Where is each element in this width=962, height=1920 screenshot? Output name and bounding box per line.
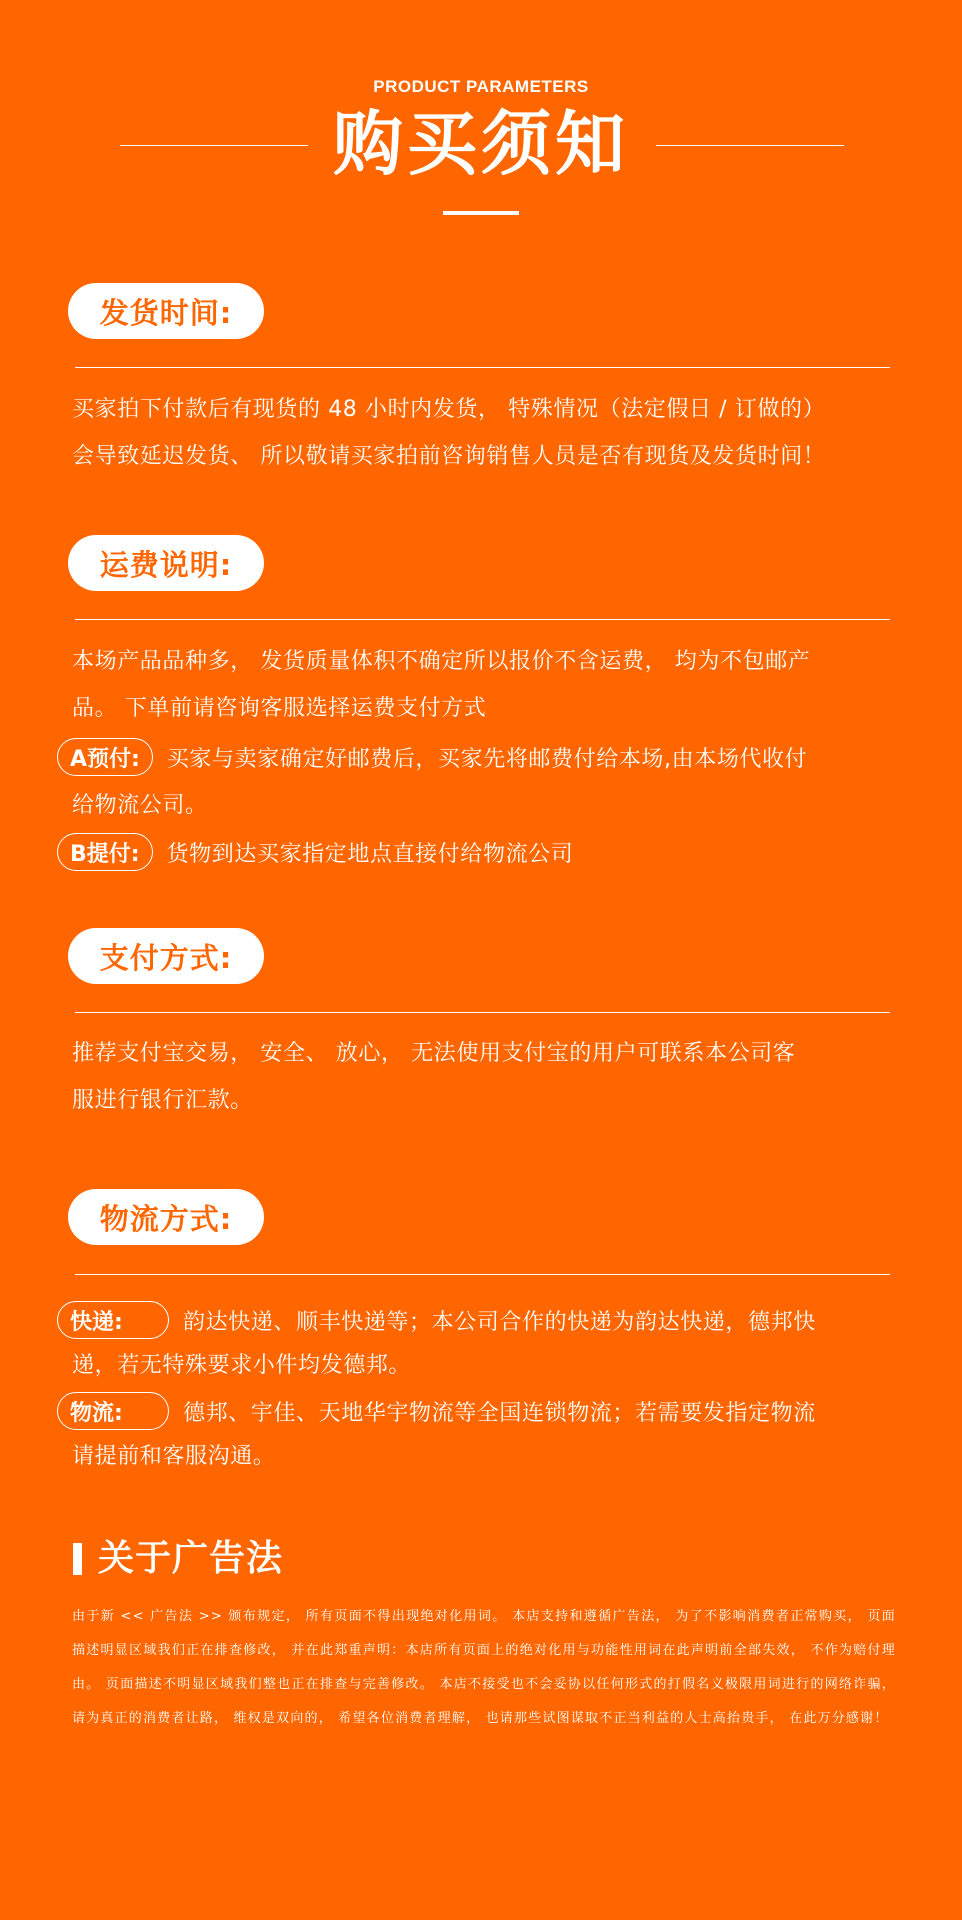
- payment-text: [72, 1030, 902, 1124]
- section-divider: [75, 1274, 890, 1275]
- text-line: 本场产品品种多， 发货质量体积不确定所以报价不含运费， 均为不包邮产: [72, 649, 811, 674]
- option-row-prepay: [57, 735, 807, 779]
- text-line: 服进行银行汇款。: [72, 1088, 253, 1113]
- text-line: 买家拍下付款后有现货的 48 小时内发货， 特殊情况（法定假日 / 订做的）: [72, 397, 826, 422]
- option-tag: A预付:: [57, 738, 153, 776]
- option-continuation: [72, 782, 902, 829]
- section-divider: [75, 619, 890, 620]
- text-line: 会导致延迟发货、 所以敬请买家拍前咨询销售人员是否有现货及发货时间！: [72, 444, 826, 469]
- law-title: 关于广告法: [98, 1538, 284, 1579]
- text-line: 推荐支付宝交易， 安全、 放心， 无法使用支付宝的用户可联系本公司客: [72, 1041, 796, 1066]
- option-tag: 快递:: [57, 1301, 169, 1339]
- text-line: 请提前和客服沟通。: [72, 1444, 276, 1469]
- option-row-freight: [57, 1389, 816, 1433]
- law-title-bar: [73, 1543, 82, 1575]
- option-text: 德邦、宇佳、天地华宇物流等全国连锁物流；若需要发指定物流: [183, 1400, 816, 1426]
- option-text: 货物到达买家指定地点直接付给物流公司: [166, 841, 574, 867]
- text-line: 递，若无特殊要求小件均发德邦。: [72, 1353, 412, 1378]
- section-divider: [75, 367, 890, 368]
- shipping-time-text: [72, 386, 902, 480]
- shipping-fee-text: [72, 638, 902, 732]
- option-text: 买家与卖家确定好邮费后，买家先将邮费付给本场,由本场代收付: [166, 746, 808, 772]
- header-subtitle: PRODUCT PARAMETERS: [373, 77, 589, 96]
- option-continuation: [72, 1342, 902, 1389]
- option-tag: 物流:: [57, 1392, 169, 1430]
- section-divider: [75, 1012, 890, 1013]
- section-label-shipping-fee: 运费说明:: [68, 535, 264, 591]
- law-text: 由于新 << 广告法 >> 颁布规定， 所有页面不得出现绝对化用词。 本店支持和遵循广告法， 为了不影响消费者正常购买， 页面描述明显区域我们正在排查修改， 并在此郑重声明：本店所有页面上的绝对化用与功能性用词在此声明前全部失效， 不作为赔付理由。 页面描述不明显区域我们整也正在排查与完善修改。 本店不接受也不会妥协以任何形式的打假名义极限用词进行的网络诈骗， 请为真正的消费者让路， 维权是双向的， 希望各位消费者理解， 也请那些试图谋取不正当利益的人士高抬贵手， 在此万分感谢！: [72, 1609, 896, 1726]
- section-label-shipping-time: 发货时间:: [68, 283, 264, 339]
- title-underbar: [443, 211, 519, 215]
- header-right-rule: [656, 145, 844, 146]
- section-label-payment: 支付方式:: [68, 928, 264, 984]
- option-row-express: [57, 1298, 816, 1342]
- section-label-logistics: 物流方式:: [68, 1189, 264, 1245]
- option-text: 韵达快递、顺丰快递等；本公司合作的快递为韵达快递，德邦快: [183, 1309, 816, 1335]
- option-continuation: [72, 1433, 902, 1480]
- page-title: 购买须知: [333, 103, 629, 185]
- text-line: 给物流公司。: [72, 793, 208, 818]
- option-tag: B提付:: [57, 833, 153, 871]
- option-row-collect: [57, 830, 573, 874]
- text-line: 品。 下单前请咨询客服选择运费支付方式: [72, 696, 487, 721]
